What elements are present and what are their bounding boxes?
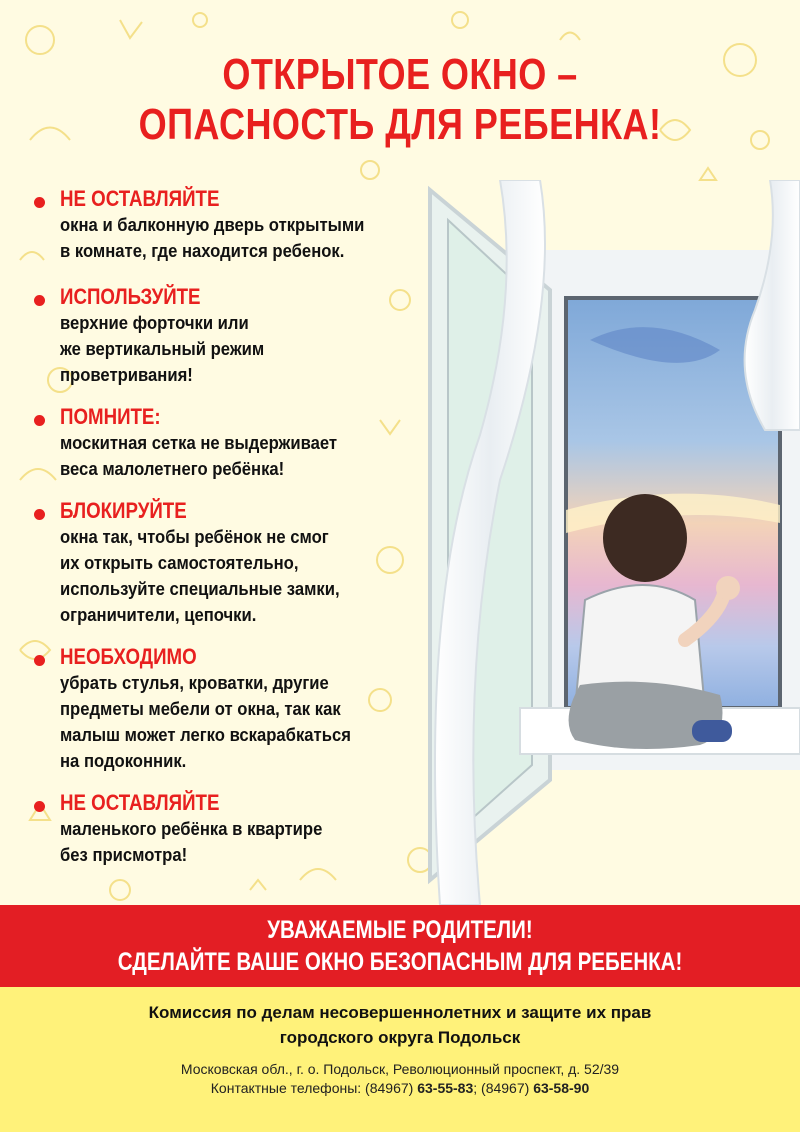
child-at-window-illustration (400, 180, 800, 905)
phones-separator: ; (84967) (473, 1080, 534, 1096)
organization-name-line-1: Комиссия по делам несовершеннолетних и защите их прав (148, 1003, 652, 1022)
banner-line-2: СДЕЛАЙТЕ ВАШЕ ОКНО БЕЗОПАСНЫМ ДЛЯ РЕБЕНКА! (117, 948, 683, 976)
tip-heading: НЕ ОСТАВЛЯЙТЕ (60, 186, 220, 211)
title-line-2: ОПАСНОСТЬ ДЛЯ РЕБЕНКА! (138, 100, 662, 149)
organization-name-line-2: городского округа Подольск (279, 1028, 521, 1047)
bullet-icon (34, 415, 45, 426)
tip-text: маленького ребёнка в квартире без присмотра! (60, 818, 323, 865)
bullet-icon (34, 655, 45, 666)
tip-heading: БЛОКИРУЙТЕ (60, 498, 187, 523)
tip-text: москитная сетка не выдерживает веса малолетнего ребёнка! (60, 432, 338, 479)
tip-text: окна так, чтобы ребёнок не смог их открыть самостоятельно, используйте специальные замки, ограничители, цепочки. (60, 526, 340, 625)
tip-text: убрать стулья, кроватки, другие предметы мебели от окна, так как малыш может легко вскарабкаться на подоконник. (60, 672, 351, 771)
phone-2: 63-58-90 (533, 1080, 590, 1096)
bullet-icon (34, 509, 45, 520)
tip-item (34, 186, 398, 264)
tip-item (34, 498, 371, 628)
tip-item (34, 284, 287, 388)
tip-heading: ПОМНИТЕ: (60, 404, 161, 429)
bullet-icon (34, 197, 45, 208)
parents-appeal-banner (0, 905, 800, 987)
tip-text: окна и балконную дверь открытыми в комнате, где находится ребенок. (60, 214, 365, 261)
address: Московская обл., г. о. Подольск, Революционный проспект, д. 52/39 (180, 1061, 620, 1077)
tip-heading: НЕ ОСТАВЛЯЙТЕ (60, 790, 220, 815)
tip-heading: ИСПОЛЬЗУЙТЕ (60, 284, 201, 309)
page-title (121, 50, 679, 150)
title-line-1: ОТКРЫТОЕ ОКНО – (222, 50, 578, 99)
phones-label: Контактные телефоны: (84967) (210, 1080, 418, 1096)
bullet-icon (34, 295, 45, 306)
footer (0, 987, 800, 1132)
banner-line-1: УВАЖАЕМЫЕ РОДИТЕЛИ! (267, 916, 533, 944)
phone-1: 63-55-83 (417, 1080, 474, 1096)
contact-phones (0, 1079, 800, 1098)
tip-item (34, 404, 368, 482)
tip-heading: НЕОБХОДИМО (60, 644, 197, 669)
tip-item (34, 790, 351, 868)
tip-text: верхние форточки или же вертикальный режим проветривания! (60, 312, 265, 385)
bullet-icon (34, 801, 45, 812)
tip-item (34, 644, 383, 774)
